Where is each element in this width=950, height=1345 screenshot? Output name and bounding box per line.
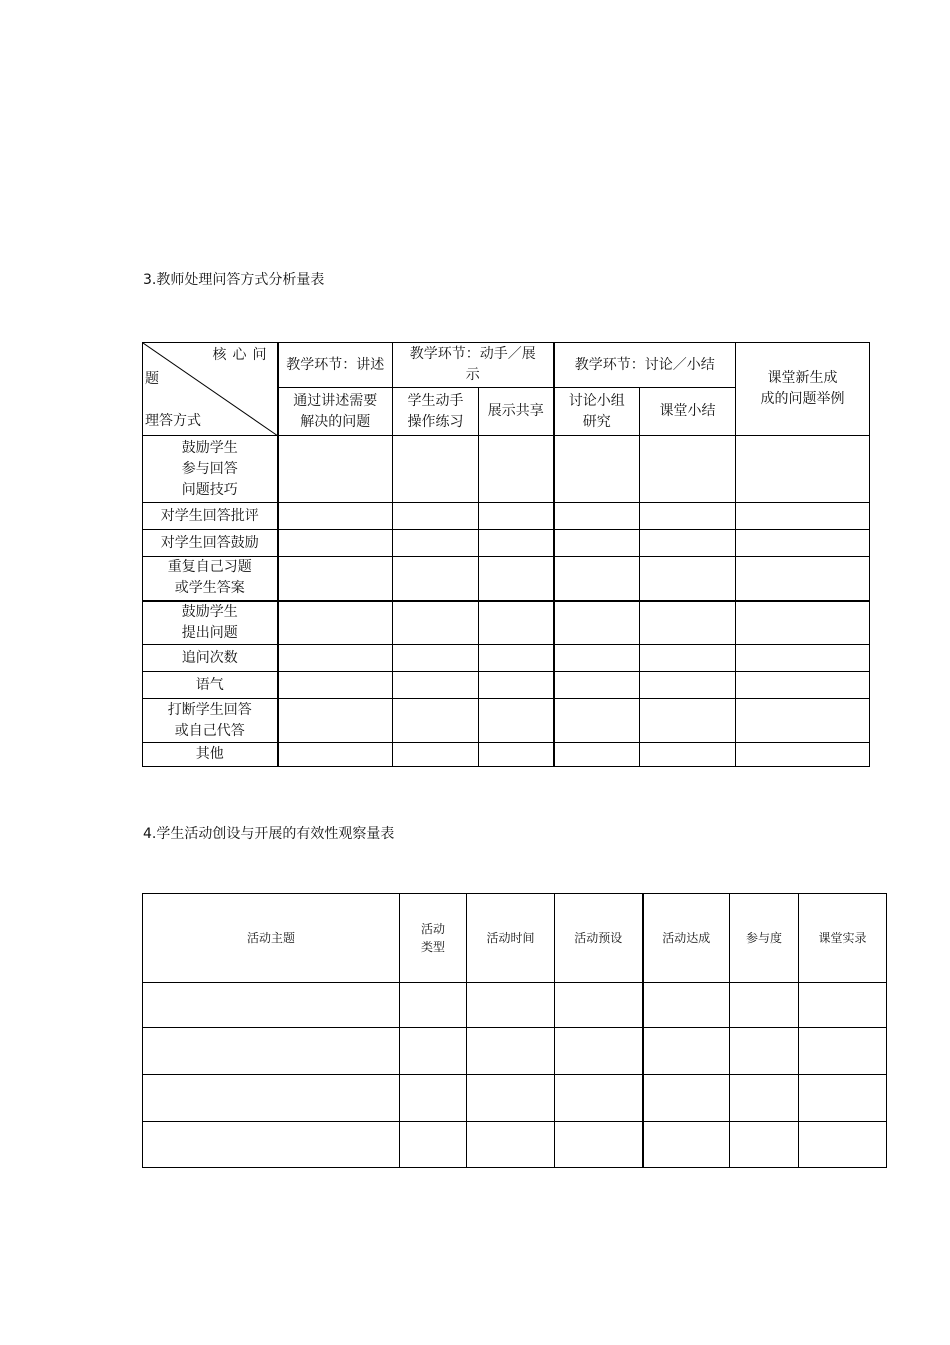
table-cell[interactable] <box>278 699 393 743</box>
table-cell[interactable] <box>479 672 554 699</box>
table-cell[interactable] <box>278 743 393 767</box>
table-row <box>143 557 870 601</box>
table-cell[interactable] <box>278 601 393 645</box>
sub-hands-on-practice: 学生动手 操作练习 <box>393 388 479 436</box>
row-label: 重复自己习题 或学生答案 <box>143 557 278 601</box>
table-cell[interactable] <box>799 1075 887 1122</box>
table-cell[interactable] <box>640 503 736 530</box>
table-cell[interactable] <box>736 743 870 767</box>
table-cell[interactable] <box>554 436 640 503</box>
col-class-record: 课堂实录 <box>799 894 887 983</box>
table-cell[interactable] <box>554 743 640 767</box>
table-row <box>143 743 870 767</box>
table-cell[interactable] <box>736 557 870 601</box>
table-cell[interactable] <box>393 743 479 767</box>
col-participation: 参与度 <box>730 894 799 983</box>
col-activity-achieved: 活动达成 <box>643 894 730 983</box>
table-cell[interactable] <box>393 436 479 503</box>
table-cell[interactable] <box>736 699 870 743</box>
table-cell[interactable] <box>393 645 479 672</box>
sub-lecture-questions: 通过讲述需要 解决的问题 <box>278 388 393 436</box>
table-row <box>143 983 887 1028</box>
row-label: 追问次数 <box>143 645 278 672</box>
new-questions-header: 课堂新生成 成的问题举例 <box>736 343 870 436</box>
table-cell[interactable] <box>278 645 393 672</box>
table-cell[interactable] <box>143 983 400 1028</box>
table-cell[interactable] <box>640 530 736 557</box>
table-cell[interactable] <box>479 436 554 503</box>
table-cell[interactable] <box>554 645 640 672</box>
table-cell[interactable] <box>730 1122 799 1168</box>
table-cell[interactable] <box>640 436 736 503</box>
table-cell[interactable] <box>479 557 554 601</box>
table-cell[interactable] <box>479 743 554 767</box>
stage-lecture-header: 教学环节：讲述 <box>278 343 393 388</box>
table-cell[interactable] <box>799 1028 887 1075</box>
table-row <box>143 530 870 557</box>
row-label: 对学生回答鼓励 <box>143 530 278 557</box>
row-label: 其他 <box>143 743 278 767</box>
table-cell[interactable] <box>393 503 479 530</box>
table-cell[interactable] <box>479 601 554 645</box>
table-cell[interactable] <box>643 1075 730 1122</box>
table-cell[interactable] <box>479 645 554 672</box>
table-cell[interactable] <box>554 530 640 557</box>
section-3-title: 3.教师处理问答方式分析量表 <box>143 272 325 288</box>
table-cell[interactable] <box>554 601 640 645</box>
table-cell[interactable] <box>640 699 736 743</box>
table-cell[interactable] <box>143 1075 400 1122</box>
header-row <box>143 894 887 983</box>
table-cell[interactable] <box>730 1028 799 1075</box>
table-cell[interactable] <box>554 672 640 699</box>
sub-showcase-share: 展示共享 <box>479 388 554 436</box>
table-cell[interactable] <box>554 557 640 601</box>
table-cell[interactable] <box>640 557 736 601</box>
table-cell[interactable] <box>479 530 554 557</box>
table-cell[interactable] <box>400 983 467 1028</box>
col-activity-time: 活动时间 <box>467 894 555 983</box>
table-cell[interactable] <box>730 983 799 1028</box>
table-cell[interactable] <box>736 503 870 530</box>
corner-label-top: 核心问 <box>212 347 273 363</box>
table-cell[interactable] <box>467 1028 555 1075</box>
table-row <box>143 1122 887 1168</box>
table-cell[interactable] <box>640 672 736 699</box>
table-cell[interactable] <box>143 1122 400 1168</box>
table-cell[interactable] <box>730 1075 799 1122</box>
stage-hands-on-header: 教学环节：动手／展 示 <box>393 343 554 388</box>
section-4-title: 4.学生活动创设与开展的有效性观察量表 <box>143 826 395 842</box>
table-cell[interactable] <box>393 557 479 601</box>
corner-label-bottom: 理答方式 <box>145 413 201 429</box>
table-cell[interactable] <box>736 645 870 672</box>
table-cell[interactable] <box>479 699 554 743</box>
table-row <box>143 601 870 645</box>
table-cell[interactable] <box>736 530 870 557</box>
table-cell[interactable] <box>555 1028 643 1075</box>
teacher-response-analysis-table <box>142 342 870 767</box>
table-cell[interactable] <box>393 672 479 699</box>
table-row <box>143 672 870 699</box>
table-cell[interactable] <box>393 530 479 557</box>
table-row <box>143 699 870 743</box>
table-cell[interactable] <box>554 503 640 530</box>
table-cell[interactable] <box>393 699 479 743</box>
table-cell[interactable] <box>643 1122 730 1168</box>
corner-label-mid: 题 <box>145 371 159 387</box>
table-cell[interactable] <box>479 503 554 530</box>
table-cell[interactable] <box>278 530 393 557</box>
table-cell[interactable] <box>278 436 393 503</box>
table-cell[interactable] <box>736 601 870 645</box>
table-cell[interactable] <box>643 1028 730 1075</box>
header-row-stages <box>143 343 870 388</box>
row-label: 对学生回答批评 <box>143 503 278 530</box>
table-cell[interactable] <box>555 983 643 1028</box>
table-cell[interactable] <box>278 672 393 699</box>
table-cell[interactable] <box>143 1028 400 1075</box>
row-label: 鼓励学生 参与回答 问题技巧 <box>143 436 278 503</box>
sub-group-discussion: 讨论小组 研究 <box>554 388 640 436</box>
table-cell[interactable] <box>400 1075 467 1122</box>
table-cell[interactable] <box>640 601 736 645</box>
table-cell[interactable] <box>555 1075 643 1122</box>
table-row <box>143 503 870 530</box>
table-cell[interactable] <box>400 1028 467 1075</box>
table-cell[interactable] <box>555 1122 643 1168</box>
table-cell[interactable] <box>467 1075 555 1122</box>
table-cell[interactable] <box>640 645 736 672</box>
table-cell[interactable] <box>400 1122 467 1168</box>
diagonal-header-cell <box>143 343 278 436</box>
table-cell[interactable] <box>467 983 555 1028</box>
row-label: 鼓励学生 提出问题 <box>143 601 278 645</box>
table-cell[interactable] <box>278 557 393 601</box>
col-activity-type: 活动 类型 <box>400 894 467 983</box>
sub-class-summary: 课堂小结 <box>640 388 736 436</box>
table-cell[interactable] <box>643 983 730 1028</box>
col-activity-preset: 活动预设 <box>555 894 643 983</box>
table-cell[interactable] <box>393 601 479 645</box>
table-cell[interactable] <box>554 699 640 743</box>
table-cell[interactable] <box>736 436 870 503</box>
table-row <box>143 1028 887 1075</box>
table-cell[interactable] <box>736 672 870 699</box>
table-row <box>143 436 870 503</box>
table-cell[interactable] <box>640 743 736 767</box>
table-cell[interactable] <box>467 1122 555 1168</box>
table-cell[interactable] <box>799 1122 887 1168</box>
table-cell[interactable] <box>278 503 393 530</box>
row-label: 语气 <box>143 672 278 699</box>
row-label: 打断学生回答 或自己代答 <box>143 699 278 743</box>
table-row <box>143 645 870 672</box>
student-activity-observation-table <box>142 893 887 1168</box>
col-activity-theme: 活动主题 <box>143 894 400 983</box>
table-row <box>143 1075 887 1122</box>
stage-discussion-header: 教学环节：讨论／小结 <box>554 343 736 388</box>
table-cell[interactable] <box>799 983 887 1028</box>
